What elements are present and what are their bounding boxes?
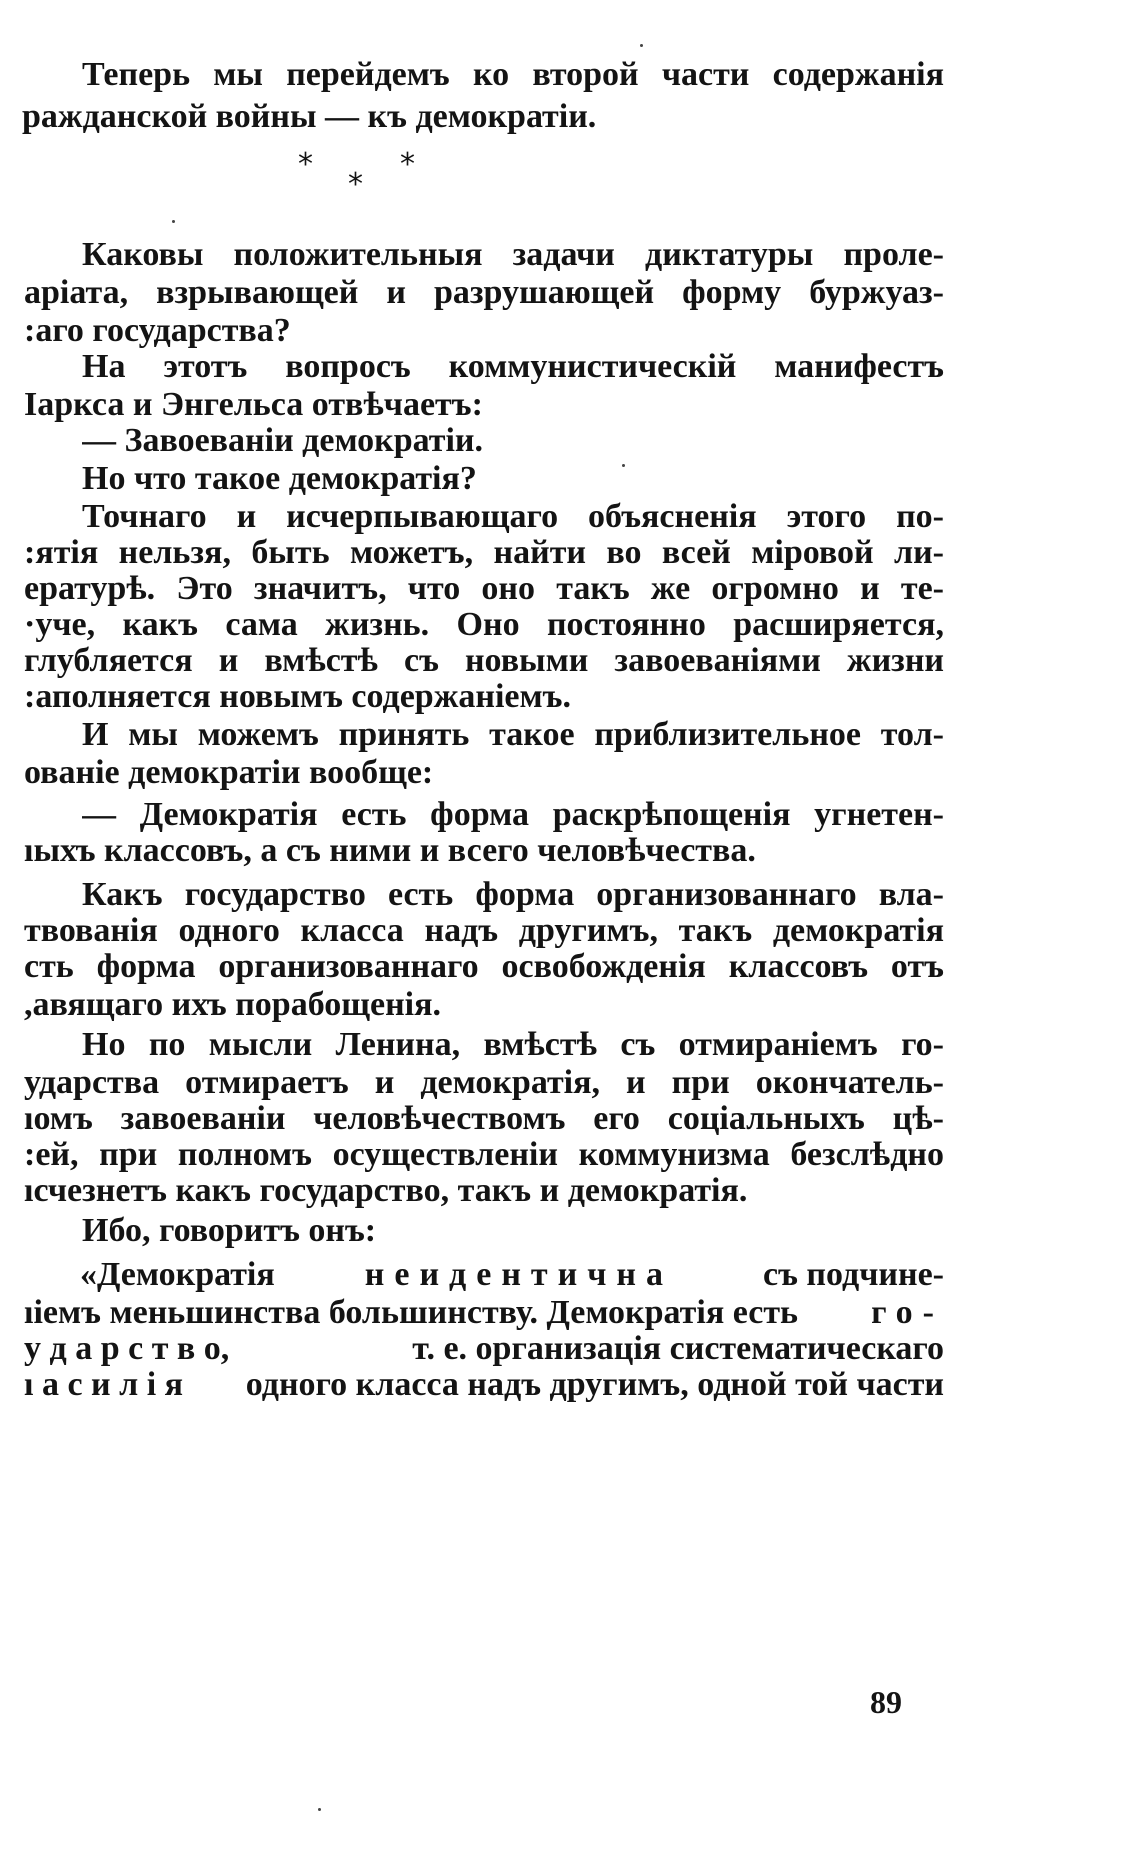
text-line-26: ıомъ завоеваніи человѣчествомъ его соціальныхъ цѣ- (24, 1100, 944, 1137)
text-line-8: — Завоеваніи демократіи. (82, 422, 484, 459)
text-line-25: ударства отмираетъ и демократія, и при окончатель- (24, 1064, 944, 1101)
text-line-6: На этотъ вопросъ коммунистическій манифестъ (82, 348, 944, 385)
print-speck (318, 1808, 321, 1811)
text-line-3: Каковы положительныя задачи диктатуры проле- (82, 236, 944, 273)
page-number: 89 (870, 1684, 902, 1720)
text-line-5: :аго государства? (24, 312, 291, 349)
text-line-20: Какъ государство есть форма организованнаго вла- (82, 876, 944, 913)
text-line-14: глубляется и вмѣстѣ съ новыми завоеваніями жизни (24, 642, 944, 679)
text-line-7: Іаркса и Энгельса отвѣчаетъ: (24, 386, 483, 423)
text-line-18: — Демократія есть форма раскрѣпощенія угнетен- (82, 796, 944, 833)
text-line-22: сть форма организованнаго освобожденія классовъ отъ (24, 948, 944, 985)
text-line-31-emphasis: го- (871, 1294, 944, 1331)
text-line-1: Теперь мы перейдемъ ко второй части содержанія (82, 56, 944, 93)
text-line-17: ованіе демократіи вообще: (24, 754, 434, 791)
text-line-30-part-3: съ подчине- (763, 1256, 944, 1293)
text-line-33 (24, 1362, 944, 1408)
text-line-30-emphasis: неидентична (364, 1256, 673, 1293)
text-line-19: ıыхъ классовъ, а съ ними и всего человѣчества. (24, 832, 756, 869)
text-line-32-part-2: т. е. организація систематическаго (412, 1330, 944, 1367)
text-line-24: Но по мысли Ленина, вмѣстѣ съ отмираніемъ го- (82, 1026, 944, 1063)
text-line-23: ,авящаго ихъ порабощенія. (24, 986, 441, 1023)
text-line-28: ıсчезнетъ какъ государство, такъ и демократія. (24, 1172, 748, 1209)
text-line-9: Но что такое демократія? (82, 460, 477, 497)
text-line-27: :ей, при полномъ осуществленіи коммунизма безслѣдно (24, 1136, 944, 1173)
text-line-31-part-1: ıіемъ меньшинства большинству. Демократія есть (24, 1294, 798, 1331)
text-line-30-part-1: «Демократія (80, 1256, 275, 1293)
text-line-32-emphasis: у д а р с т в о, (24, 1330, 230, 1367)
text-line-11: :ятія нельзя, быть можетъ, найти во всей міровой ли- (24, 534, 944, 571)
text-line-16: И мы можемъ принять такое приблизительное тол- (82, 716, 944, 753)
print-speck (640, 44, 643, 47)
separator-star-center: * (348, 167, 363, 202)
text-line-29: Ибо, говоритъ онъ: (82, 1212, 377, 1249)
print-speck (172, 220, 175, 223)
print-speck (622, 464, 625, 467)
text-line-33-part-2: одного класса надъ другимъ, одной той части (245, 1366, 944, 1403)
separator-star-right: * (400, 147, 415, 182)
text-line-13: ·уче, какъ сама жизнь. Оно постоянно расширяется, (24, 606, 944, 643)
text-line-2: ражданской войны — къ демократіи. (22, 98, 597, 135)
text-line-4: аріата, взрывающей и разрушающей форму буржуаз- (24, 274, 944, 311)
text-line-21: твованія одного класса надъ другимъ, такъ демократія (24, 912, 944, 949)
text-line-12: ературѣ. Это значитъ, что оно такъ же огромно и те- (24, 570, 944, 607)
text-line-10: Точнаго и исчерпывающаго объясненія этого по- (82, 498, 944, 535)
separator-star-left: * (298, 147, 313, 182)
text-line-15: :аполняется новымъ содержаніемъ. (24, 678, 571, 715)
text-line-33-emphasis: ı а с и л і я (24, 1366, 184, 1403)
